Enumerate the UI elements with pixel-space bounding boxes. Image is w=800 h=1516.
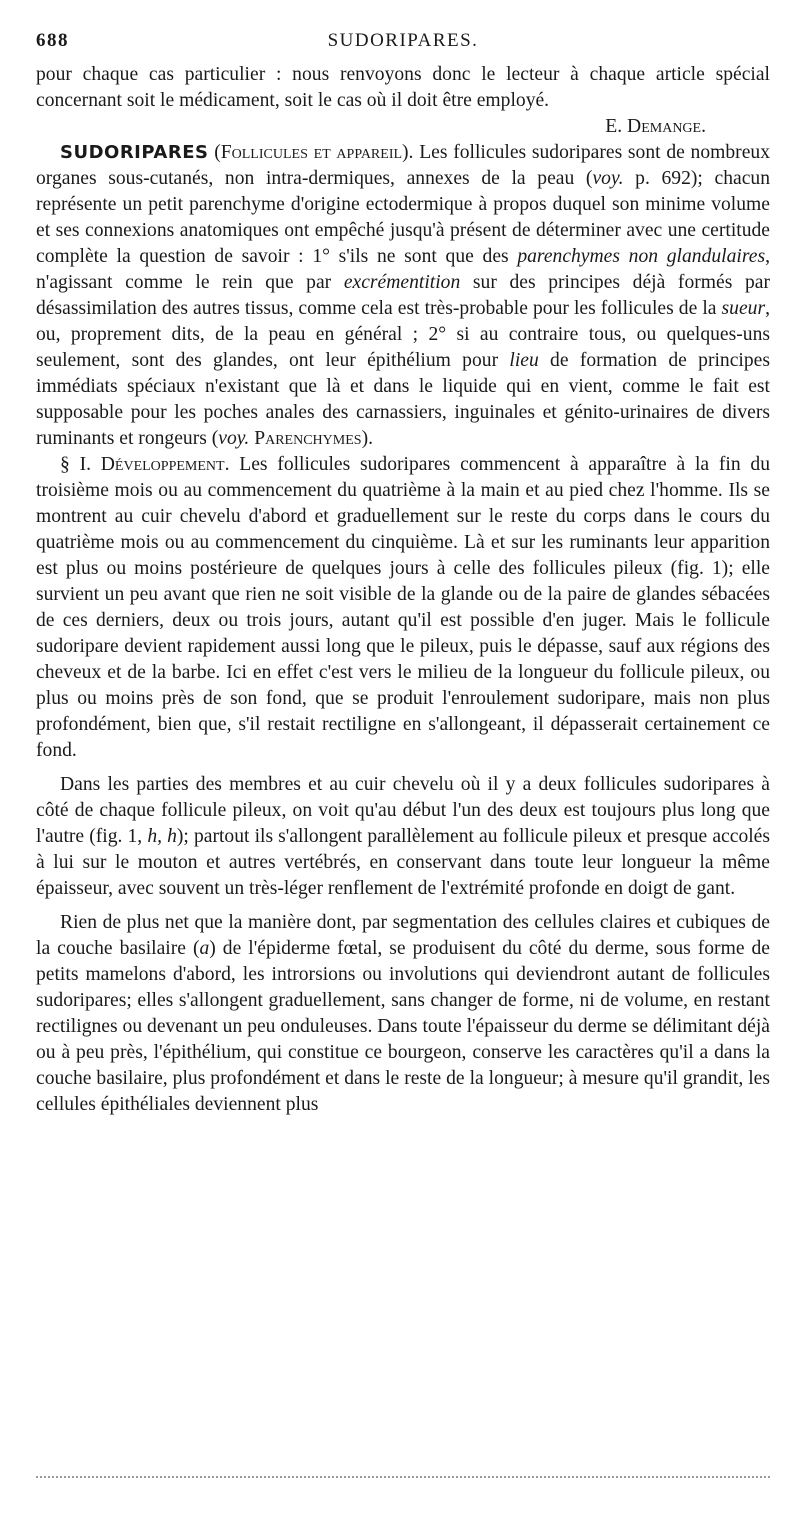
text-run: , n'agissant comme le rein que par bbox=[36, 246, 770, 293]
article-headword: SUDORIPARES bbox=[60, 142, 209, 163]
section-1-paragraph-3 bbox=[36, 910, 770, 1118]
section-1-paragraph-2 bbox=[36, 772, 770, 902]
body-text bbox=[36, 62, 770, 1118]
text-run-italic: voy. bbox=[592, 168, 624, 189]
text-run: Dans les parties des membres et au cuir chevelu où il y a deux follicules sudoripares à côté de chaque follicule pileux, on voit qu'au début l'un des deux est toujours plus long que l'autre (fig. 1, bbox=[36, 774, 770, 847]
text-run: Rien de plus net que la manière dont, par segmentation des cellules claires et cubiques de la couche basilaire ( bbox=[36, 912, 770, 959]
text-run-italic: h, h bbox=[147, 826, 177, 847]
running-title: SUDORIPARES. bbox=[327, 30, 479, 51]
text-run-italic: lieu bbox=[509, 350, 539, 371]
article-intro-paragraph bbox=[36, 140, 770, 452]
text-run: de formation de principes immédiats spéciaux n'existant que là et dans le liquide qui en vient, comme le fait est supposable pour les poches anales des carnassiers, inguinales et génito-urinaires de divers ruminants et rongeurs ( bbox=[36, 350, 770, 449]
text-run: , ou, proprement dits, de la peau en général ; 2° si au contraire tous, ou quelques-uns seulement, sont des glandes, ont leur épithélium pour bbox=[36, 298, 770, 371]
text-run: ); partout ils s'allongent parallèlement au follicule pileux et presque accolés à lui sur le mouton et autres vertébrés, en conservant dans toute leur longueur la même épaisseur, avec souvent un très-léger renflement de l'extrémité profonde en doigt de gant. bbox=[36, 826, 771, 899]
article-subtitle: (Follicules et appareil). bbox=[214, 142, 414, 163]
text-run: ) de l'épiderme fœtal, se produisent du côté du derme, sous forme de petits mamelons d'abord, les introrsions ou involutions qui deviendront autant de follicules sudoripares; elles s'allongent graduellement, sans changer de forme, ni de volume, en restant rectilignes ou devenant un peu onduleuses. Dans toute l'épaisseur du derme se délimitant déjà ou à peu près, l'épithélium, qui constitue ce bourgeon, conserve les caractères qu'il a dans la couche basilaire, plus profondément et dans le reste de la longueur; à mesure qu'il grandit, les cellules épithéliales deviennent plus bbox=[36, 938, 770, 1115]
text-run-italic: excrémentition bbox=[343, 272, 461, 293]
text-run: Les follicules sudoripares sont de nombreux organes sous-cutanés, non intra-dermiques, annexes de la peau ( bbox=[36, 142, 770, 189]
running-header bbox=[36, 30, 770, 70]
bottom-dotted-rule bbox=[36, 1476, 770, 1478]
text-run-italic: a bbox=[199, 938, 210, 959]
prev-article-tail: pour chaque cas particulier : nous renvoyons donc le lecteur à chaque article spécial concernant soit le médicament, soit le cas où il doit être employé. bbox=[36, 64, 770, 111]
text-run-italic: parenchymes non glandulaires bbox=[517, 246, 766, 267]
author-signature: E. Demange. bbox=[605, 116, 706, 137]
section-1-paragraph-1 bbox=[36, 452, 770, 764]
section-heading: § I. Développement. bbox=[60, 454, 230, 475]
text-run: p. 692); chacun représente un petit parenchyme d'origine ectodermique à propos duquel son minime volume et ses connexions anatomiques ont empêché jusqu'à présent de déterminer avec une certitude complète la question de savoir : 1° s'ils ne sont que des bbox=[36, 168, 770, 267]
text-run-italic: sueur bbox=[721, 298, 766, 319]
text-run: ). bbox=[361, 428, 374, 449]
text-run: Les follicules sudoripares commencent à apparaître à la fin du troisième mois ou au commencement du quatrième à la main et au pied chez l'homme. Ils se montrent au cuir chevelu d'abord et graduellement sur le reste du corps dans le cours du quatrième mois ou au commencement du cinquième. Là et sur les ruminants leur apparition est plus ou moins postérieure de quelques jours à celle des follicules pileux (fig. 1); elle survient un peu avant que rien ne soit visible de la glande ou de la paire de glandes sébacées de ces derniers, deux ou trois jours, autant qu'il est possible d'en juger. Mais le follicule sudoripare devient rapidement aussi long que le pileux, puis le dépasse, sauf aux régions des cheveux et de la barbe. Ici en effet c'est vers le milieu de la longueur du follicule pileux, ou plus ou moins près de son fond, que se produit l'enroulement sudoripare, mais non plus profondément, bien que, s'il restait rectiligne en s'allongeant, il dépasserait certainement ce fond. bbox=[36, 454, 770, 761]
page-number: 688 bbox=[36, 30, 69, 51]
cross-reference: Parenchymes bbox=[249, 428, 362, 449]
document-page bbox=[36, 0, 770, 1516]
text-run: sur des principes déjà formés par désassimilation des autres tissus, comme cela est très-probable pour les follicules de la bbox=[36, 272, 770, 319]
text-run-italic: voy. bbox=[218, 428, 250, 449]
